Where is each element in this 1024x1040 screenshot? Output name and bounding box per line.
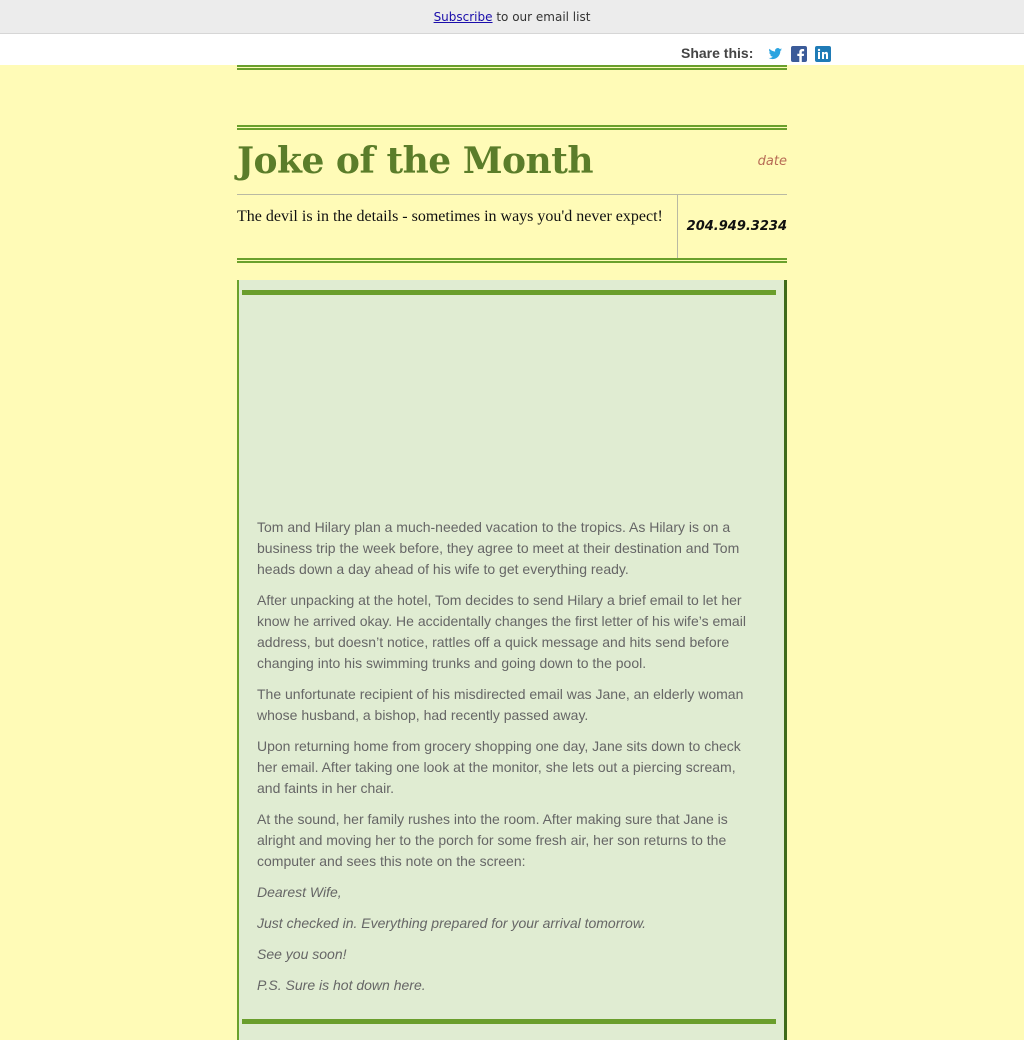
page-title: Joke of the Month — [237, 140, 594, 182]
phone-number: 204.949.3234 — [686, 219, 787, 234]
facebook-icon[interactable] — [791, 46, 807, 62]
story-paragraph: The unfortunate recipient of his misdirected email was Jane, an elderly woman whose husband, a bishop, had recently passed away. — [257, 686, 744, 723]
subscribe-bar — [0, 0, 1024, 34]
vertical-divider — [677, 195, 678, 259]
tagline: The devil is in the details - sometimes in ways you'd never expect! — [237, 208, 663, 225]
email-greeting: Dearest Wife, — [257, 884, 342, 900]
panel-top-bar — [242, 290, 776, 295]
share-label: Share this: — [681, 45, 754, 61]
share-bar — [0, 34, 1024, 65]
story-text — [257, 517, 762, 1006]
story-paragraph: Upon returning home from grocery shopping one day, Jane sits down to check her email. After taking one look at the monitor, she lets out a piercing scream, and faints in her chair. — [257, 738, 741, 796]
story-paragraph: After unpacking at the hotel, Tom decides to send Hilary a brief email to let her know he arrived okay. He accidentally changes the first letter of his wife’s email address, but doesn’t notice, rattles off a quick message and hits send before changing into his swimming trunks and going down to the pool. — [257, 592, 746, 671]
linkedin-icon[interactable] — [815, 46, 831, 62]
header-top-rule — [237, 125, 787, 130]
subscribe-text: to our email list — [492, 10, 591, 24]
subscribe-link[interactable]: Subscribe — [433, 10, 493, 24]
email-signoff: See you soon! — [257, 946, 347, 962]
story-panel — [237, 280, 787, 1040]
email-postscript: P.S. Sure is hot down here. — [257, 977, 426, 993]
issue-date: date — [757, 154, 787, 169]
story-paragraph: Tom and Hilary plan a much-needed vacation to the tropics. As Hilary is on a business trip the week before, they agree to meet at their destination and Tom heads down a day ahead of his wife to get everything ready. — [257, 519, 740, 577]
top-rule — [237, 65, 787, 70]
header-bottom-rule — [237, 258, 787, 263]
email-body: Just checked in. Everything prepared for your arrival tomorrow. — [257, 915, 647, 931]
twitter-icon[interactable] — [767, 46, 783, 62]
panel-bottom-bar — [242, 1019, 776, 1024]
story-paragraph: At the sound, her family rushes into the room. After making sure that Jane is alright and moving her to the porch for some fresh air, her son returns to the computer and sees this note on the screen: — [257, 811, 728, 869]
header-divider — [237, 194, 787, 195]
